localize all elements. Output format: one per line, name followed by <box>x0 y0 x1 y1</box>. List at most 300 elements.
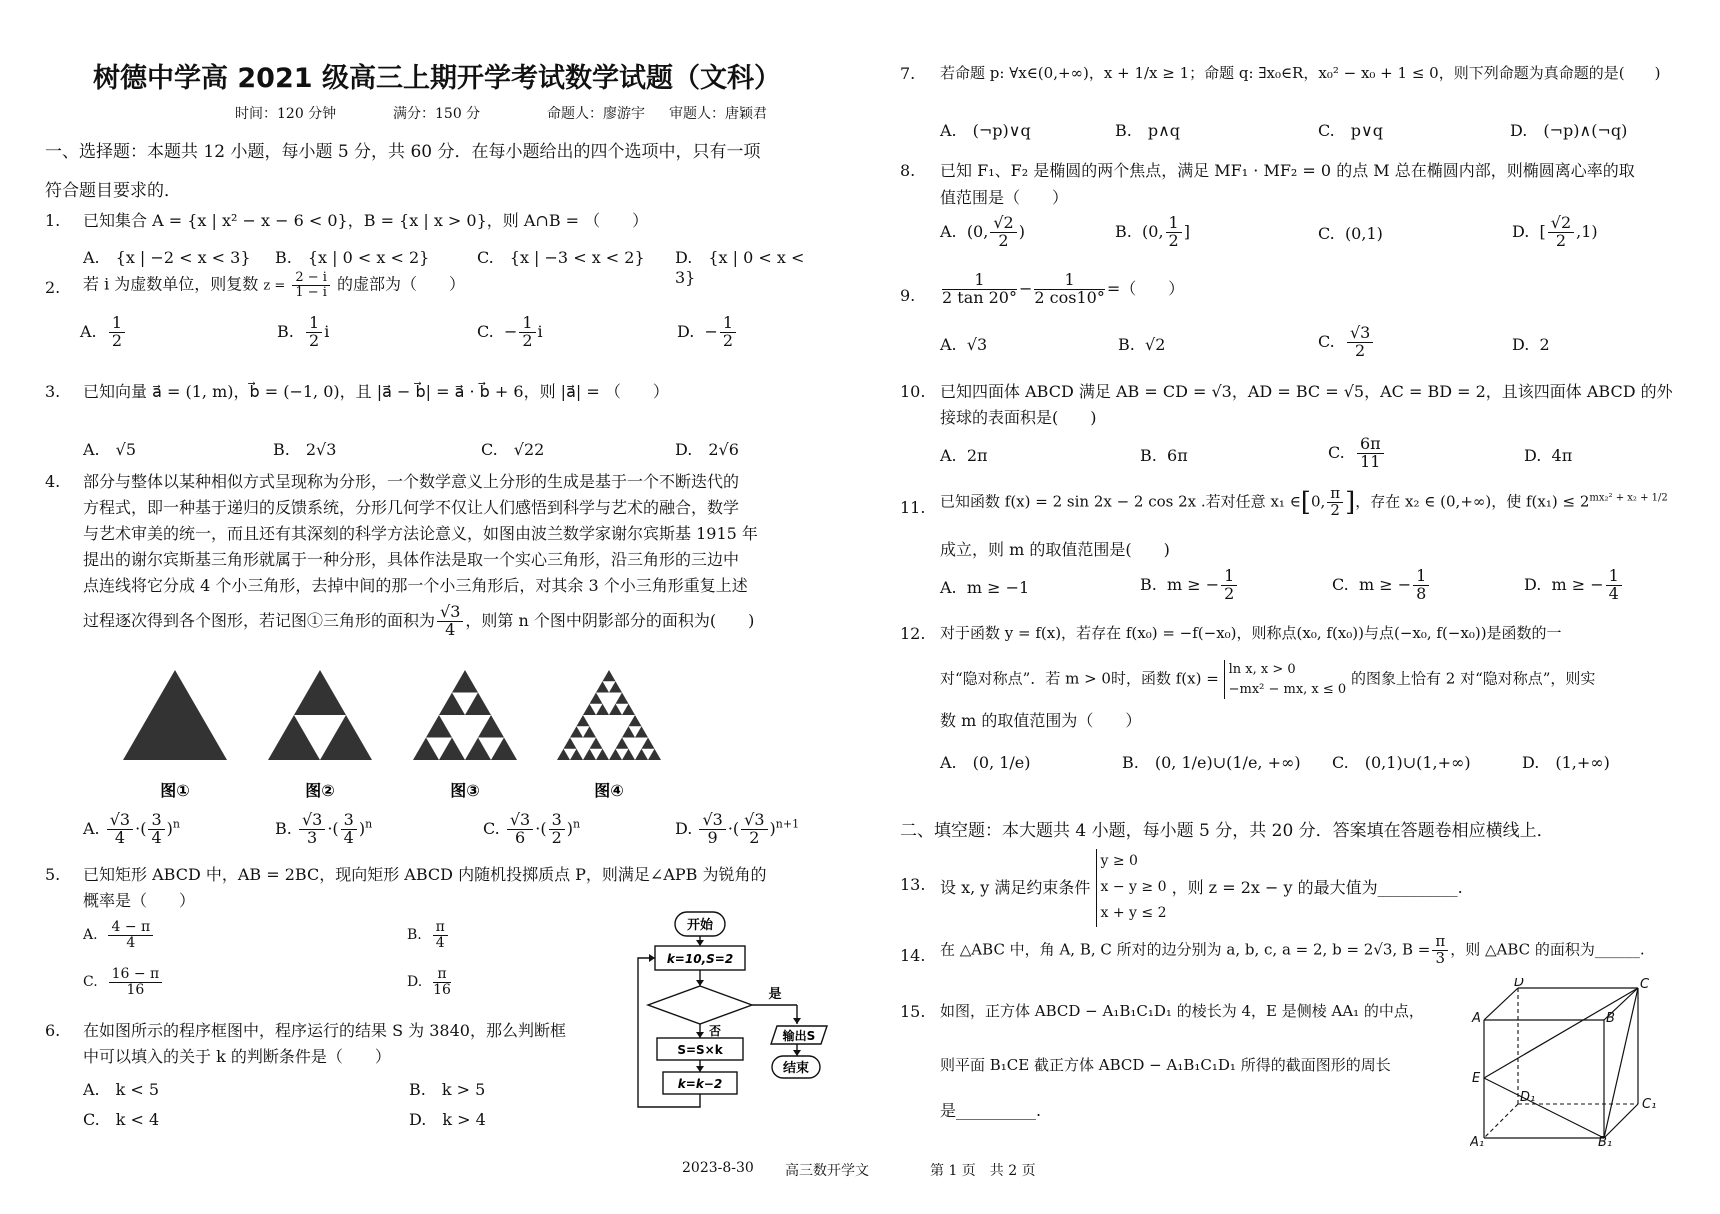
q5-option-d-num: π <box>433 967 451 983</box>
q12-piece-2: −mx² − mx, x ≤ 0 <box>1228 681 1347 697</box>
sierpinski-triangle <box>583 704 596 715</box>
q8-option-d-pre: [ <box>1539 221 1546 241</box>
sierpinski-triangle <box>596 749 609 760</box>
exam-title: 树德中学高 2021 级高三上期开学考试数学试题（文科） <box>93 63 781 94</box>
q10-line-2: 接球的表面积是( ) <box>940 408 1097 427</box>
q9-option-a-label: A. <box>940 335 957 354</box>
q9-option-a <box>940 335 987 354</box>
figure-label-4: 图④ <box>594 781 624 800</box>
q4-option-c-r-num: 3 <box>549 812 565 830</box>
flow-start-label: 开始 <box>686 918 714 933</box>
q10-option-b-label: B. <box>1140 446 1157 465</box>
q6-option-c: C. k < 4 <box>83 1110 160 1129</box>
q11-option-b-text: m ≥ − <box>1167 574 1220 594</box>
q14-number: 14. <box>900 946 926 965</box>
sierpinski-triangle <box>491 738 517 761</box>
q8-option-b-pre: (0, <box>1142 221 1164 241</box>
q10-option-d-text: 4π <box>1551 446 1573 465</box>
flow-output-label: 输出S <box>782 1029 816 1043</box>
q4-option-c-exp: n <box>573 817 581 831</box>
sierpinski-triangle <box>629 715 642 726</box>
q4-option-b-r-den: 4 <box>343 827 354 847</box>
q4-option-c-c-den: 6 <box>514 827 526 847</box>
q9-tail: =（ ） <box>1106 278 1185 298</box>
q4-line-6 <box>83 604 754 639</box>
q13-number: 13. <box>900 875 926 894</box>
q8-option-d-den: 2 <box>1555 230 1567 250</box>
q13-stem <box>940 849 1463 927</box>
q4-option-a-r-num: 3 <box>148 812 164 830</box>
q11-option-b-num: 1 <box>1221 568 1237 586</box>
q8-option-d-label: D. <box>1512 221 1530 241</box>
q7-stem: 若命题 p: ∀x∈(0,+∞)，x + 1/x ≥ 1；命题 q: ∃x₀∈R，x₀² − x₀ + 1 ≤ 0，则下列命题为真命题的是( ) <box>940 64 1661 82</box>
sierpinski-triangle <box>294 670 346 715</box>
q2-stem-b: 的虚部为（ ） <box>337 274 466 294</box>
q11-option-d-num: 1 <box>1606 568 1622 586</box>
q14-stem <box>940 934 1645 967</box>
q8-option-b-den: 2 <box>1168 230 1179 250</box>
footer-course: 高三数开学文 <box>785 1163 869 1179</box>
cube-label-c: C <box>1640 978 1650 992</box>
q5-option-d-den: 16 <box>433 981 451 998</box>
q15-number: 15. <box>900 1002 926 1021</box>
q11-option-b-den: 2 <box>1224 583 1235 603</box>
q4-option-a-c-den: 4 <box>114 827 126 847</box>
q11-options <box>900 568 1680 614</box>
q8-option-c-pre: (0,1) <box>1344 224 1383 243</box>
q7-option-b: B. p∧q <box>1115 121 1181 140</box>
q2-z: z = <box>263 278 286 294</box>
q11-option-d-text: m ≥ − <box>1551 574 1604 594</box>
q3-option-a: A. √5 <box>83 440 137 459</box>
q12-line-3: 数 m 的取值范围为（ ） <box>940 711 1142 730</box>
q4-line-3: 与艺术审美的统一，而且还有其深刻的科学方法论意义，如图由波兰数学家谢尔宾斯基 1915 年 <box>83 524 758 543</box>
q9-option-c-num: √3 <box>1347 325 1373 343</box>
q2-option-c-den: 2 <box>522 330 533 350</box>
q5-option-c-num: 16 − π <box>109 967 163 983</box>
q2-option-a-den: 2 <box>111 330 122 350</box>
q12-number: 12. <box>900 624 926 643</box>
q5-option-b-den: 4 <box>435 934 445 951</box>
q4-option-c-r-den: 2 <box>551 827 562 847</box>
q2-option-c <box>477 315 543 350</box>
q10-option-d <box>1524 446 1572 465</box>
q3-option-b: B. 2√3 <box>273 440 337 459</box>
q11-number: 11. <box>900 498 926 517</box>
sierpinski-triangle <box>570 749 583 760</box>
sierpinski-triangle <box>622 704 635 715</box>
q4-option-b-c-den: 3 <box>307 827 318 847</box>
flow-no-label: 否 <box>708 1024 722 1038</box>
exam-full-score: 满分：150 分 <box>393 106 481 122</box>
cube-label-e: E <box>1472 1071 1481 1086</box>
cube-label-b1: B₁ <box>1598 1135 1613 1148</box>
q1-option-c: C. {x | −3 < x < 2} <box>477 248 645 267</box>
q8-option-a-den: 2 <box>998 230 1009 250</box>
q11-stem: 已知函数 f(x) = 2 sin 2x − 2 cos 2x .若对任意 x₁ ∈[0, $\frac{\pi}{2}$ ]，存在 x₂ ∈ (0,+∞)，使 $f(x_1) \le 2^{mx_2^2 + x_2 + 1/2}$ <box>940 484 1668 519</box>
q7-option-c: C. p∨q <box>1318 121 1383 140</box>
q9-f2-den: 2 cos10° <box>1034 287 1105 307</box>
q2-z-fraction <box>292 271 330 299</box>
q8-option-b <box>1115 215 1190 250</box>
q2-z-num: 2 − i <box>292 271 330 286</box>
q10-options <box>900 436 1680 482</box>
q4-option-d: D. $\frac{√3}{9}$ ·( $\frac{√3}{2}$ )$^{n+1}$ <box>675 810 800 847</box>
q5-option-a-num: 4 − π <box>108 920 153 936</box>
q7-number: 7. <box>900 64 916 83</box>
q8-option-a-pre: (0, <box>966 221 989 241</box>
q4-option-a-label: A. <box>83 818 100 838</box>
q11-option-c-label: C. <box>1332 574 1349 594</box>
q4-option-c: C. $\frac{√3}{6}$ ·( $\frac{3}{2}$ )$^n$ <box>483 810 581 847</box>
sierpinski-triangle <box>570 726 583 737</box>
section2-heading: 二、填空题：本大题共 4 小题，每小题 5 分，共 20 分．答案填在答题卷相应横线上． <box>900 821 1554 841</box>
q4-line-4: 提出的谢尔宾斯基三角形就属于一种分形，具体作法是取一个实心三角形，沿三角形的三边中 <box>83 550 740 569</box>
q9-option-c-den: 2 <box>1355 340 1366 360</box>
q4-option-d-c-den: 9 <box>707 827 718 847</box>
cube-label-d: D <box>1514 978 1525 990</box>
sierpinski-triangle <box>564 738 577 749</box>
q8-option-b-num: 1 <box>1166 215 1182 233</box>
sierpinski-triangle <box>465 693 491 716</box>
q9-f1-num: 1 <box>942 272 1017 290</box>
q2-stem-a: 若 i 为虚数单位，则复数 <box>83 274 259 294</box>
sierpinski-group <box>123 670 661 760</box>
q6-line-1: 在如图所示的程序框图中，程序运行的结果 S 为 3840，那么判断框 <box>83 1021 566 1040</box>
q7-option-a: A. (¬p)∨q <box>940 121 1031 140</box>
q11-option-c-num: 1 <box>1413 568 1429 586</box>
q6-number: 6. <box>45 1021 61 1040</box>
sierpinski-triangle <box>320 715 372 760</box>
q11-int-a: 0, <box>1310 492 1326 511</box>
q12-option-a: A. (0, 1/e) <box>940 753 1031 772</box>
q4-option-b-exp: n <box>365 817 373 831</box>
q8-option-a <box>940 215 1025 250</box>
exam-reviewer: 审题人：唐颖君 <box>669 106 767 122</box>
figure-label-1: 图① <box>160 781 190 800</box>
q4-options <box>45 812 825 860</box>
q9-option-d-label: D. <box>1512 335 1530 354</box>
q11-option-b-label: B. <box>1140 574 1157 594</box>
cube-label-b: B <box>1606 1011 1615 1026</box>
q10-line-1: 已知四面体 ABCD 满足 AB = CD = √3，AD = BC = √5，AC = BD = 2，且该四面体 ABCD 的外 <box>940 382 1673 401</box>
q12-options <box>900 750 1680 790</box>
q9-f1-den: 2 tan 20° <box>942 287 1017 307</box>
q4-option-d-c-num: √3 <box>699 812 725 830</box>
q2-options <box>45 315 825 365</box>
sierpinski-triangle <box>642 738 655 749</box>
q9-option-a-text: √3 <box>966 335 988 354</box>
sierpinski-triangle <box>622 749 635 760</box>
sierpinski-figures <box>115 665 815 800</box>
q8-option-b-post: ] <box>1183 221 1190 241</box>
q8-option-c <box>1318 224 1383 243</box>
q5-option-d-label: D. <box>407 974 423 991</box>
sierpinski-triangle <box>583 726 596 737</box>
q10-option-b-text: 6π <box>1167 446 1188 465</box>
q5-line-1: 已知矩形 ABCD 中，AB = 2BC，现向矩形 ABCD 内随机投掷质点 P，则满足∠APB 为锐角的 <box>83 865 767 884</box>
sierpinski-triangle <box>635 749 648 760</box>
sierpinski-triangle <box>439 693 465 716</box>
sierpinski-triangle <box>622 726 635 737</box>
q11-line-2: 成立，则 m 的取值范围是( ) <box>940 540 1170 559</box>
cube-label-d1: D₁ <box>1520 1090 1536 1105</box>
q9-option-b-label: B. <box>1118 335 1135 354</box>
q4-option-d-r-num: √3 <box>741 812 767 830</box>
q8-line-2: 值范围是（ ） <box>940 188 1069 207</box>
q2-option-d-den: 2 <box>722 330 734 350</box>
flow-yes-label: 是 <box>768 987 782 1002</box>
q5-number: 5. <box>45 865 61 884</box>
section1-heading-line1: 一、选择题：本题共 12 小题，每小题 5 分，共 60 分．在每小题给出的四个选项中，只有一项 <box>45 142 761 162</box>
q11-option-a <box>940 578 1029 597</box>
q4-option-d-exp: n+1 <box>775 817 800 831</box>
q2-option-b-label: B. <box>277 321 294 341</box>
q10-option-a-text: 2π <box>966 446 988 465</box>
q2-option-b-num: 1 <box>306 315 322 333</box>
q10-option-a <box>940 446 988 465</box>
q13-constraint-2: x − y ≥ 0 <box>1100 878 1167 895</box>
footer-page: 第 1 页 共 2 页 <box>930 1163 1036 1179</box>
q3-option-c: C. √22 <box>481 440 545 459</box>
q6-option-b: B. k > 5 <box>409 1080 486 1099</box>
q3-stem: 已知向量 a⃗ = (1, m)，b⃗ = (−1, 0)，且 |a⃗ − b⃗| = a⃗ · b⃗ + 6，则 |a⃗| = （ ） <box>83 382 669 401</box>
cube-label-a1: A₁ <box>1470 1135 1485 1148</box>
q8-option-c-label: C. <box>1318 224 1335 243</box>
q4-option-b-r-num: 3 <box>341 812 357 830</box>
sierpinski-triangle <box>616 693 629 704</box>
q2-option-a <box>80 315 127 350</box>
sierpinski-triangle <box>609 704 622 715</box>
sierpinski-triangle <box>465 738 491 761</box>
q5-option-c-label: C. <box>83 974 98 991</box>
q11-option-d-den: 4 <box>1608 583 1619 603</box>
q15-cube-figure <box>1470 978 1670 1148</box>
sierpinski-triangle <box>590 693 603 704</box>
sierpinski-triangle <box>413 738 439 761</box>
sierpinski-triangle <box>648 749 661 760</box>
q2-option-d-label: D. <box>677 321 695 341</box>
q4-number: 4. <box>45 472 61 491</box>
q4-option-d-label: D. <box>675 818 693 838</box>
q9-f2-num: 1 <box>1034 272 1104 290</box>
sierpinski-triangle <box>616 738 629 749</box>
q9-option-d <box>1512 335 1550 354</box>
q11-option-d-label: D. <box>1524 574 1542 594</box>
sierpinski-triangle <box>268 715 320 760</box>
q2-option-b-tail: i <box>324 321 330 341</box>
q14-stem-a: 在 △ABC 中，角 A, B, C 所对的边分别为 a, b, c, a = 2, b = 2√3, B = <box>940 940 1431 959</box>
sierpinski-triangle <box>439 738 465 761</box>
q10-option-b <box>1140 446 1188 465</box>
q11-stem-b: ，存在 x₂ ∈ (0,+∞)，使 f(x₁) ≤ 2 <box>1355 492 1590 511</box>
sierpinski-triangle <box>590 738 603 749</box>
q9-minus: − <box>1018 278 1033 298</box>
q11-option-d <box>1524 568 1624 603</box>
q8-option-d-post: ,1) <box>1576 221 1598 241</box>
q11-int-num: π <box>1327 486 1343 503</box>
q9-option-d-text: 2 <box>1539 335 1550 354</box>
q3-option-d: D. 2√6 <box>675 440 739 459</box>
q6-option-a: A. k < 5 <box>83 1080 160 1099</box>
q2-number: 2. <box>45 278 61 297</box>
cube-label-a: A <box>1472 1011 1481 1026</box>
q6-option-d: D. k > 4 <box>409 1110 486 1129</box>
footer-date: 2023-8-30 <box>682 1160 754 1176</box>
q2-option-c-label: C. <box>477 321 494 341</box>
sierpinski-triangle <box>123 670 227 760</box>
q12-piecewise <box>1224 660 1347 699</box>
flow-init-label: k=10,S=2 <box>666 952 734 966</box>
q8-option-a-num: √2 <box>990 215 1016 233</box>
q14-b-den: 3 <box>1435 948 1446 967</box>
q8-options <box>900 215 1680 263</box>
q9-option-c-label: C. <box>1318 331 1335 351</box>
sierpinski-triangle <box>478 715 504 738</box>
q10-option-c-den: 11 <box>1360 451 1381 471</box>
flow-end-label: 结束 <box>782 1061 810 1076</box>
q4-area-den: 4 <box>445 619 456 639</box>
sierpinski-triangle <box>557 749 570 760</box>
q10-option-c <box>1328 436 1386 471</box>
q6-flowchart <box>635 910 845 1115</box>
q12-line2-a: 对“隐对称点”．若 m > 0时，函数 f(x) = <box>940 669 1219 688</box>
q5-option-c-den: 16 <box>126 981 145 998</box>
q1-option-a: A. {x | −2 < x < 3} <box>83 248 251 267</box>
sierpinski-triangle <box>596 681 609 692</box>
q11-option-c-text: m ≥ − <box>1358 574 1412 594</box>
q15-line-1: 如图，正方体 ABCD − A₁B₁C₁D₁ 的棱长为 4，E 是侧棱 AA₁ 的中点， <box>940 1002 1424 1020</box>
q4-area-num: √3 <box>437 604 463 622</box>
exam-author: 命题人：廖游宇 <box>547 106 645 122</box>
q5-option-c <box>83 967 164 997</box>
q4-option-b: B. $\frac{√3}{3}$ ·( $\frac{3}{4}$ )$^n$ <box>275 810 373 847</box>
q4-option-c-label: C. <box>483 818 500 838</box>
q2-option-b-den: 2 <box>309 330 320 350</box>
sierpinski-triangle <box>609 681 622 692</box>
q10-option-c-label: C. <box>1328 442 1345 462</box>
q4-last-b: ，则第 n 个图中阴影部分的面积为( ) <box>465 610 755 630</box>
q12-option-c: C. (0,1)∪(1,+∞) <box>1332 753 1471 772</box>
q5-option-a-label: A. <box>83 927 98 944</box>
q9-stem <box>940 272 1184 307</box>
q13-stem-b: ，则 z = 2x − y 的最大值为__________. <box>1171 877 1463 897</box>
q1-number: 1. <box>45 211 61 230</box>
q3-options <box>45 437 825 477</box>
q12-line2-b: 的图象上恰有 2 对“隐对称点”，则实 <box>1350 669 1596 688</box>
q8-option-b-label: B. <box>1115 221 1132 241</box>
section1-heading-line2: 符合题目要求的． <box>45 181 181 201</box>
q2-option-c-num: 1 <box>519 315 535 333</box>
q12-line-2 <box>940 660 1595 699</box>
q1-option-b: B. {x | 0 < x < 2} <box>275 248 430 267</box>
q2-option-a-label: A. <box>80 321 97 341</box>
q15-line-3: 是__________. <box>940 1101 1042 1120</box>
q1-stem: 已知集合 A = {x | x² − x − 6 < 0}，B = {x | x > 0}，则 A∩B = （ ） <box>83 211 649 230</box>
q5-line-2: 概率是（ ） <box>83 891 196 910</box>
q4-option-a-r-den: 4 <box>151 827 162 847</box>
q4-option-b-label: B. <box>275 818 292 838</box>
q1-option-d: D. {x | 0 < x < 3} <box>675 248 805 287</box>
q4-option-a-exp: n <box>172 817 180 831</box>
q5-option-b-label: B. <box>407 927 422 944</box>
q5-option-b-num: π <box>433 920 448 936</box>
q2-option-d-num: 1 <box>720 315 736 333</box>
q8-option-a-post: ) <box>1018 221 1025 241</box>
q14-b-num: π <box>1432 934 1448 951</box>
sierpinski-triangle <box>635 726 648 737</box>
q2-option-a-num: 1 <box>109 315 125 333</box>
q4-option-c-c-num: √3 <box>507 812 533 830</box>
q13-stem-a: 设 x, y 满足约束条件 <box>940 877 1091 897</box>
q9-option-b-text: √2 <box>1145 335 1166 354</box>
q3-number: 3. <box>45 382 61 401</box>
q10-option-a-label: A. <box>940 446 957 465</box>
q4-option-a: A. $\frac{√3}{4}$ ·( $\frac{3}{4}$ )$^n$ <box>83 810 180 847</box>
q9-option-b <box>1118 335 1165 354</box>
q7-options <box>900 118 1680 158</box>
q9-options <box>900 325 1680 373</box>
q2-option-d <box>677 315 738 350</box>
q6-line-2: 中可以填入的关于 k 的判断条件是（ ） <box>83 1047 391 1066</box>
q4-line-5: 点连线将它分成 4 个小三角形，去掉中间的那一个小三角形后，对其余 3 个小三角形重复上述 <box>83 576 748 595</box>
q15-line-2: 则平面 B₁CE 截正方体 ABCD − A₁B₁C₁D₁ 所得的截面图形的周长 <box>940 1056 1391 1074</box>
q4-last-a: 过程逐次得到各个图形，若记图①三角形的面积为 <box>83 610 436 630</box>
q8-number: 8. <box>900 161 916 180</box>
figure-label-2: 图② <box>305 781 335 800</box>
q5-option-a-den: 4 <box>126 934 136 951</box>
sierpinski-triangle <box>426 715 452 738</box>
q2-stem <box>83 271 465 299</box>
q5-option-b <box>407 920 450 950</box>
q8-line-1: 已知 F₁、F₂ 是椭圆的两个焦点，满足 MF₁ · MF₂ = 0 的点 M 总在椭圆内部，则椭圆离心率的取 <box>940 161 1635 180</box>
q11-stem-a: 已知函数 f(x) = 2 sin 2x − 2 cos 2x .若对任意 x₁ ∈ <box>940 492 1301 511</box>
q11-option-a-text: m ≥ −1 <box>966 578 1030 597</box>
q4-line-1: 部分与整体以某种相似方式呈现称为分形，一个数学意义上分形的生成是基于一个不断迭代的 <box>83 472 740 491</box>
q13-constraint-3: x + y ≤ 2 <box>1100 904 1167 921</box>
q4-option-b-c-num: √3 <box>299 812 325 830</box>
cube-label-c1: C₁ <box>1642 1097 1657 1112</box>
q5-option-a <box>83 920 155 950</box>
figure-label-3: 图③ <box>450 781 480 800</box>
sierpinski-triangle <box>583 749 596 760</box>
q5-option-d <box>407 967 453 997</box>
q2-option-b <box>277 315 329 350</box>
sierpinski-triangle <box>452 670 478 693</box>
sierpinski-triangle <box>577 715 590 726</box>
q10-option-c-num: 6π <box>1357 436 1384 454</box>
sierpinski-triangle <box>609 749 622 760</box>
flow-decision-node <box>648 986 752 1024</box>
q12-line-1: 对于函数 y = f(x)，若存在 f(x₀) = −f(−x₀)，则称点(x₀, f(x₀))与点(−x₀, f(−x₀))是函数的一 <box>940 624 1562 642</box>
q10-number: 10. <box>900 382 926 401</box>
flow-step1-label: S=S×k <box>677 1043 723 1057</box>
q11-int-den: 2 <box>1330 500 1340 519</box>
q11-option-c-den: 8 <box>1416 583 1427 603</box>
q8-option-a-label: A. <box>940 221 957 241</box>
q2-option-c-sign: − <box>503 321 518 341</box>
q4-line-2: 方程式，即一种基于递归的反馈系统，分形几何学不仅让人们感悟到科学与艺术的融合，数学 <box>83 498 740 517</box>
q4-option-a-c-num: √3 <box>107 812 133 830</box>
q7-option-d: D. (¬p)∧(¬q) <box>1510 121 1628 140</box>
q2-z-den: 1 − i <box>295 284 327 300</box>
q12-piece-1: ln x, x > 0 <box>1228 662 1296 677</box>
q10-option-d-label: D. <box>1524 446 1542 465</box>
q13-constraint-1: y ≥ 0 <box>1100 853 1138 869</box>
exam-time: 时间：120 分钟 <box>235 106 337 122</box>
q9-number: 9. <box>900 286 916 305</box>
q12-option-b: B. (0, 1/e)∪(1/e, +∞) <box>1122 753 1301 772</box>
